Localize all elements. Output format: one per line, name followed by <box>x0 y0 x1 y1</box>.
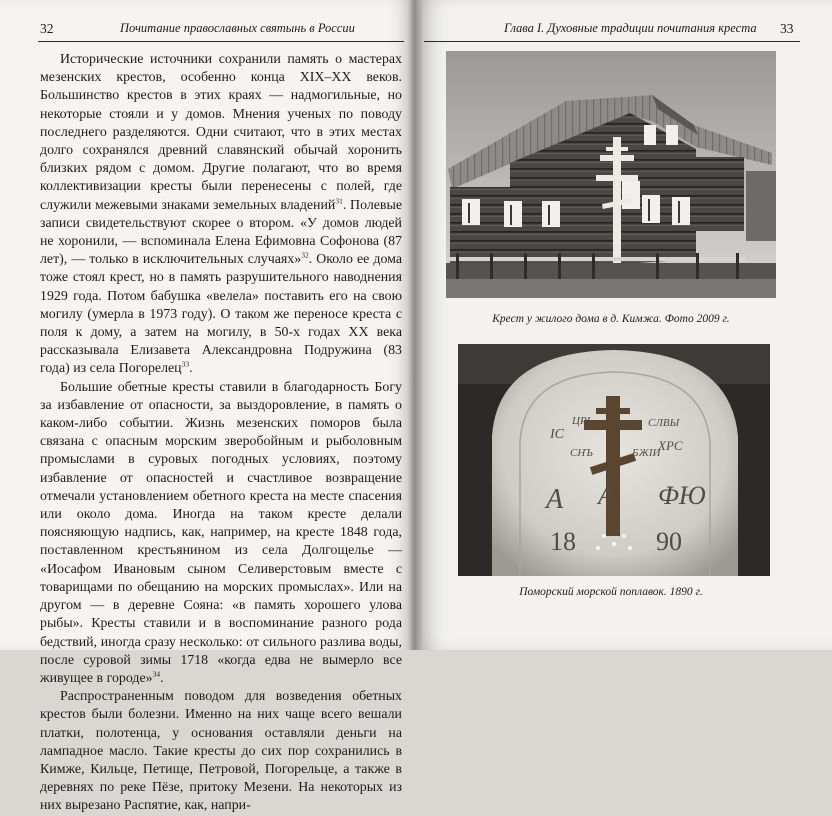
wooden-float-with-cross-photo-icon <box>458 344 770 576</box>
footnote-ref: 33 <box>181 359 190 369</box>
carved-text-top-left: IС <box>550 427 564 442</box>
carved-text-wings-left: ЦРЬ <box>572 415 594 427</box>
paragraph-1: Исторические источники сохранили память о мастерах мезенских крестов, особенно конца XIX–XX веков. Большинство крестов в этих краях — надмогильные, но некоторые стояли и у домов. Мнения ученых по поводу последнего разделяются. Одни считают, что в этих местах долго сохранялся древний славянский обычай хоронить близких рядом с домом. Другие полагают, что во время коллективизации кресты были перенесены с полей, где служили межевыми знаками земельных владений$^{31}$. Полевые записи свидетельствуют скорее о втором. «У домов людей не хоронили, — вспоминала Елена Ефимовна Софонова (87 лет), — только в исключительных случаях»$^{32}$. Около ее дома тоже стоял крест, но в память разрушительного наводнения 1929 года. Потом бабушка «велела» поставить его на свою могилу (умерла в 1973 году). О таком же переносе креста с поля к дому, а затем на могилу, в 50-х годах XX века рассказывала Елизавета Александровна Подружина (83 года) из села Погорелец$^{33}$. <box>40 52 403 377</box>
carved-text-row-left: А <box>546 484 564 515</box>
left-page-body <box>40 51 402 816</box>
carved-text-side-right: ХРС <box>658 438 683 453</box>
carved-text-year-left: 18 <box>550 527 576 556</box>
figure-caption-2: Поморский морской поплавок. 1890 г. <box>519 586 703 598</box>
footnote-ref: 31 <box>335 196 343 205</box>
float-photo <box>458 344 770 576</box>
paragraph-3: Распространенным поводом для возведения обетных крестов были болезни. Именно на них чаще всего вешали платки, полотенца, у основания оставляли деньги на лампадное масло. Такие кресты до сих пор сохранились в Кимже, Кильце, Петище, Петровой, Погорельце, а также в деревнях по реке Пёзе, притоку Мезени. На некоторых из них вырезано Распятие, как, напри- <box>40 689 402 814</box>
header-rule-left <box>38 41 404 42</box>
running-head-left: Почитание православных святынь в России <box>120 21 355 35</box>
carved-text-wings-right: СЛВЫ <box>648 417 680 429</box>
carved-text-row-mid: А <box>598 481 614 510</box>
carved-text-lower-right: БЖIИ <box>632 447 661 459</box>
log-house-with-cross-photo-icon <box>446 51 776 298</box>
page-number-left: 32 <box>40 21 54 36</box>
carved-text-row-right: ФЮ <box>658 481 706 510</box>
page-number-right: 33 <box>780 21 794 36</box>
house-photo <box>446 51 776 298</box>
left-page <box>0 0 414 814</box>
footnote-ref: 32 <box>301 250 309 260</box>
running-head-right: Глава I. Духовные традиции почитания креста <box>504 21 757 35</box>
carved-text-year-right: 90 <box>656 527 682 556</box>
carved-text-lower-left: СНЪ <box>570 447 593 459</box>
footnote-ref: 34 <box>152 669 161 679</box>
figure-caption-1: Крест у жилого дома в д. Кимжа. Фото 2009 г. <box>492 313 730 325</box>
book-gutter <box>408 0 422 650</box>
right-page <box>414 0 832 650</box>
paragraph-2: Большие обетные кресты ставили в благодарность Богу за избавление от опасности, за выздоровление, в память о каком-либо событии. Жизнь мезенских поморов была связана с опасным морским зверобойным и рыболовным промыслами в суровых погодных условиях, поэтому избавление от опасностей и счастливое возвращение отмечали установлением обетного креста на месте спасения или около дома. Иногда на таком кресте делали поясняющую надпись, как, например, на кресте 1848 года, поставленном крестьянином из села Долгощелье — «Иосафом Ивановым сыном Селиверстовым вместе с товарищами по обещанию на морских промыслах». Или на другом — в деревне Сояна: «в память хорошего улова рыбы». Кресты ставили и в воспоминание разного рода бедствий, иногда сразу несколько: от сильного разлива воды, после суровой зимы 1718 «когда едва не вымерло все живущее в городе»$^{34}$. <box>40 379 402 686</box>
header-rule-right <box>424 41 800 42</box>
